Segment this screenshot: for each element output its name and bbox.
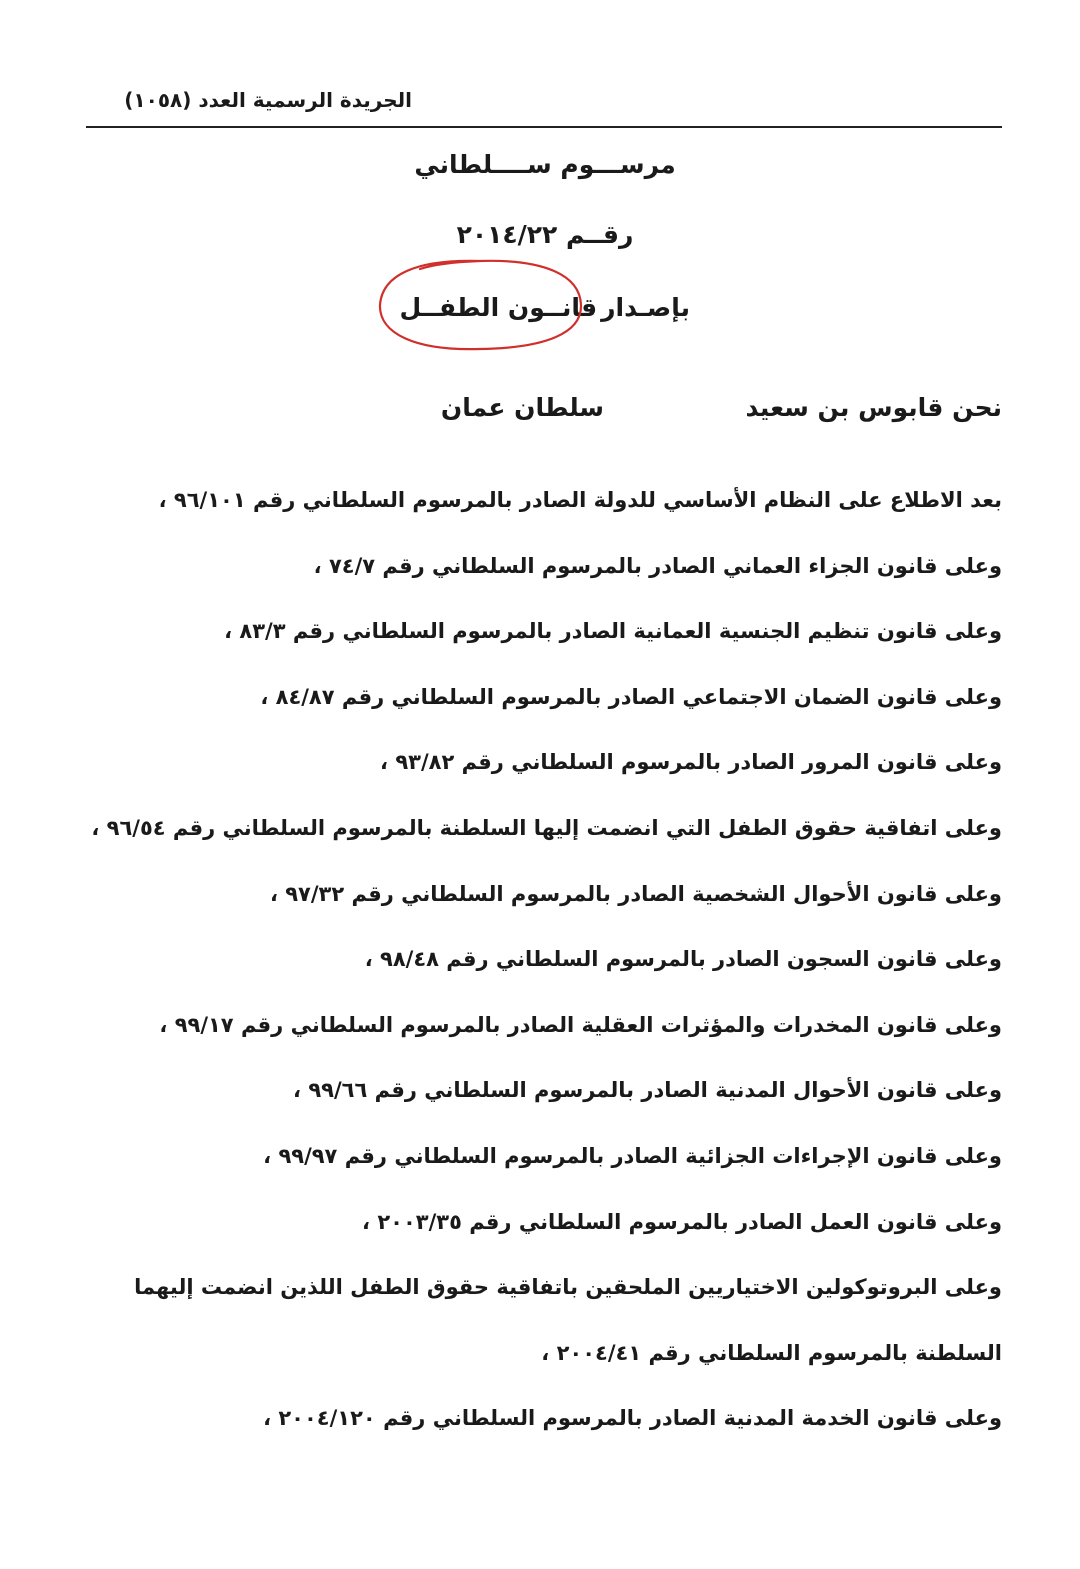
preamble-line: وعلى قانون العمل الصادر بالمرسوم السلطاني رقم ٢٠٠٣/٣٥ ، (362, 1209, 1002, 1234)
preamble-line: وعلى اتفاقية حقوق الطفل التي انضمت إليها السلطنة بالمرسوم السلطاني رقم ٩٦/٥٤ ، (91, 815, 1002, 840)
header-rule (86, 126, 1002, 128)
issuing-prefix: بإصـدار (601, 293, 690, 322)
preamble-line: وعلى قانون الضمان الاجتماعي الصادر بالمرسوم السلطاني رقم ٨٤/٨٧ ، (260, 684, 1002, 709)
preamble-line: وعلى قانون المرور الصادر بالمرسوم السلطاني رقم ٩٣/٨٢ ، (380, 750, 1002, 775)
preamble-line: السلطنة بالمرسوم السلطاني رقم ٢٠٠٤/٤١ ، (541, 1340, 1002, 1365)
preamble-line: وعلى قانون المخدرات والمؤثرات العقلية الصادر بالمرسوم السلطاني رقم ٩٩/١٧ ، (159, 1012, 1002, 1037)
preamble-line: وعلى البروتوكولين الاختياريين الملحقين باتفاقية حقوق الطفل اللذين انضمت إليهما (134, 1275, 1002, 1300)
preamble-line: وعلى قانون تنظيم الجنسية العمانية الصادر بالمرسوم السلطاني رقم ٨٣/٣ ، (224, 619, 1002, 644)
issuing-line (399, 293, 690, 322)
preamble-line: وعلى قانون الإجراءات الجزائية الصادر بالمرسوم السلطاني رقم ٩٩/٩٧ ، (263, 1143, 1002, 1168)
preamble-line: وعلى قانون الجزاء العماني الصادر بالمرسوم السلطاني رقم ٧٤/٧ ، (313, 553, 1002, 578)
preamble (62, 478, 1002, 1462)
preamble-line: وعلى قانون السجون الصادر بالمرسوم السلطاني رقم ٩٨/٤٨ ، (364, 947, 1002, 972)
sovereign-title: سلطان عمان (440, 393, 604, 422)
decree-number: رقــم ٢٠١٤/٢٢ (456, 220, 634, 249)
law-name: قانــون الطفــل (399, 293, 598, 322)
preamble-line: وعلى قانون الأحوال الشخصية الصادر بالمرسوم السلطاني رقم ٩٧/٣٢ ، (269, 881, 1002, 906)
sovereign-name: نحن قابوس بن سعيد (745, 393, 1002, 422)
preamble-line: وعلى قانون الخدمة المدنية الصادر بالمرسوم السلطاني رقم ٢٠٠٤/١٢٠ ، (263, 1406, 1002, 1431)
running-header: الجريدة الرسمية العدد (١٠٥٨) (124, 88, 412, 112)
preamble-line: وعلى قانون الأحوال المدنية الصادر بالمرسوم السلطاني رقم ٩٩/٦٦ ، (293, 1078, 1002, 1103)
preamble-line: بعد الاطلاع على النظام الأساسي للدولة الصادر بالمرسوم السلطاني رقم ٩٦/١٠١ ، (158, 488, 1002, 512)
decree-title: مرســـوم ســــلطاني (414, 150, 676, 179)
sovereign-line (440, 393, 1002, 422)
